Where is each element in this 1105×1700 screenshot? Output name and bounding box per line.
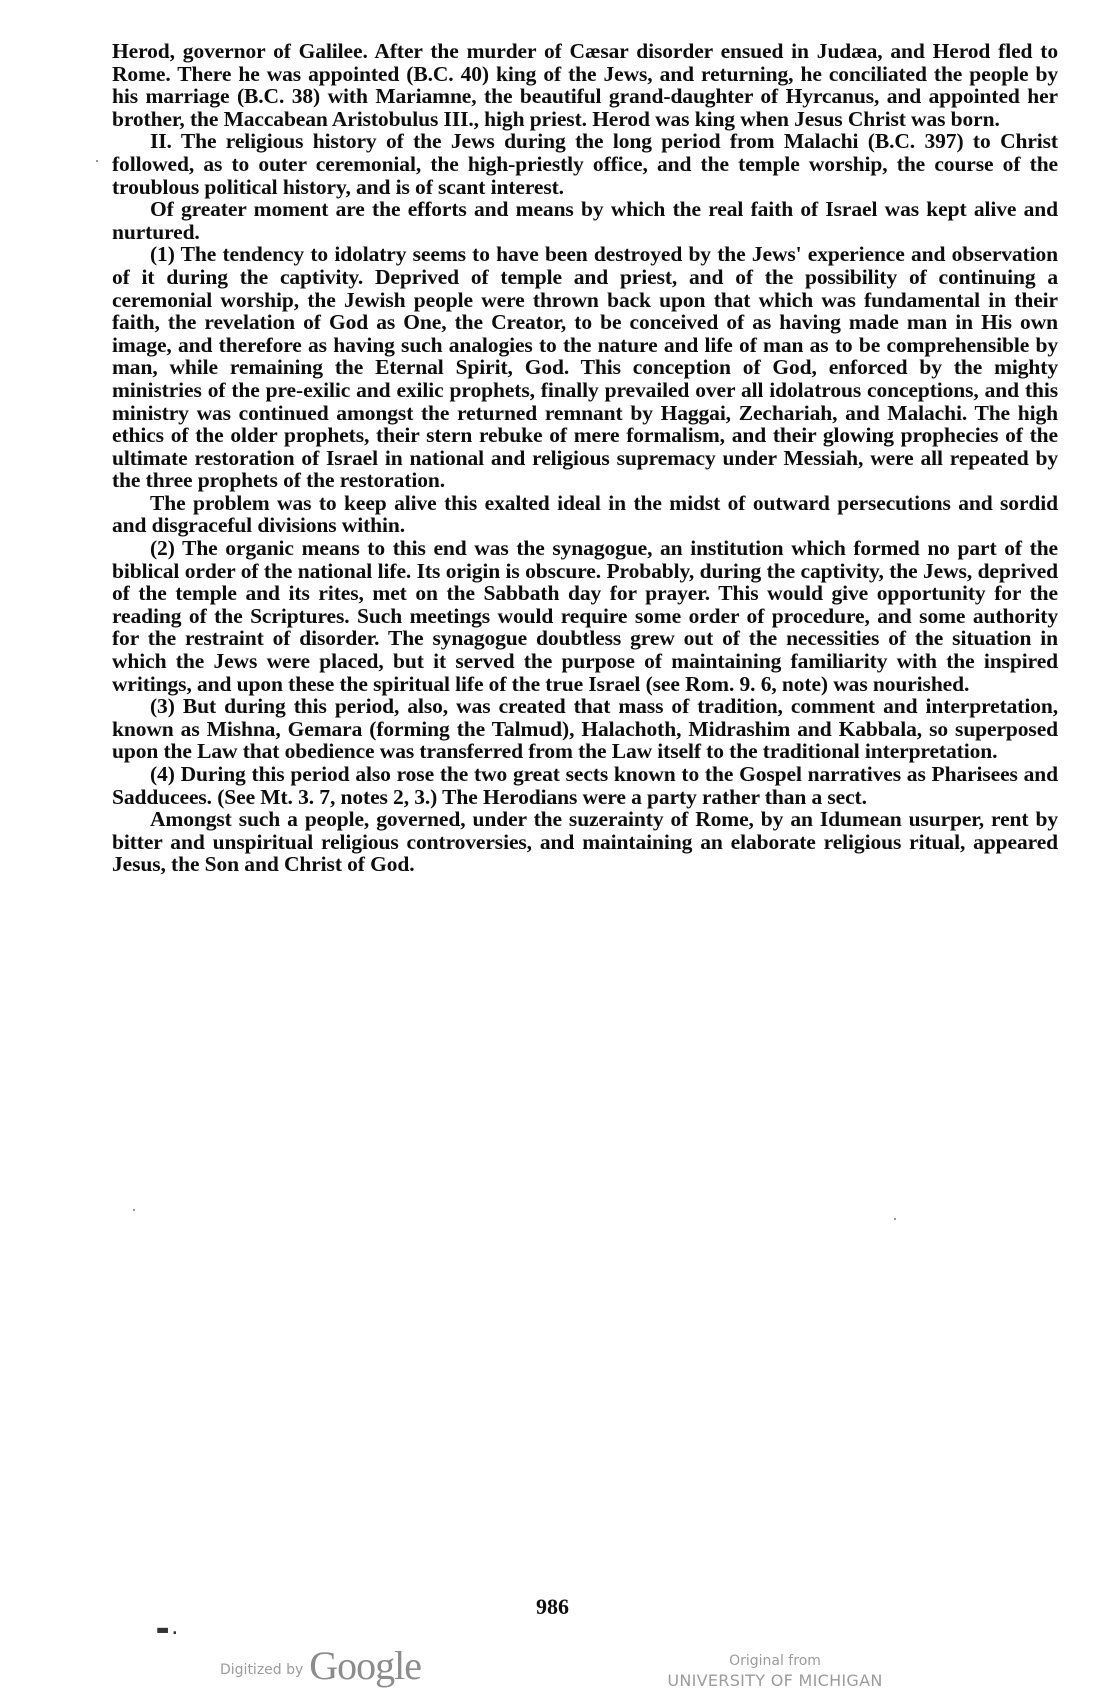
- page-number: 986: [536, 1594, 569, 1619]
- scan-speck: [133, 1209, 135, 1211]
- digitized-by-label: Digitized by: [220, 1662, 304, 1678]
- paragraph-5: The problem was to keep alive this exalted ideal in the midst of outward persecutions and sordid and disgraceful divisions within.: [112, 490, 1058, 538]
- paragraph-4: (1) The tendency to idolatry seems to have been destroyed by the Jews' experience and observation of it during the captivity. Deprived of temple and priest, and of the possibility of continuing a ceremonial worship, the Jewish people were thrown back upon that which was fundamental in their faith, the revelation of God as One, the Creator, to be conceived of as having made man in His own image, and therefore as having such analogies to the nature and life of man as to be comprehensible by man, while remaining the Eternal Spirit, God. This conception of God, enforced by the mighty ministries of the pre-exilic and exilic prophets, finally prevailed over all idolatrous conceptions, and this ministry was continued amongst the returned remnant by Haggai, Zechariah, and Malachi. The high ethics of the older prophets, their stern rebuke of mere formalism, and their glowing prophecies of the ultimate restoration of Israel in national and religious supremacy under Messiah, were all repeated by the three prophets of the restoration.: [112, 242, 1058, 493]
- digitized-by-footer: [220, 1643, 422, 1688]
- paragraph-6: (2) The organic means to this end was the synagogue, an institution which formed no part of the biblical order of the national life. Its origin is obscure. Probably, during the captivity, the Jews, deprived of the temple and its rites, met on the Sabbath day for prayer. This would give opportunity for the reading of the Scriptures. Such meetings would require some order of procedure, and some authority for the restraint of disorder. The synagogue doubtless grew out of the necessities of the situation in which the Jews were placed, but it served the purpose of maintaining familiarity with the inspired writings, and upon these the spiritual life of the true Israel (see Rom. 9. 6, note) was nourished.: [112, 536, 1058, 696]
- paragraph-3: Of greater moment are the efforts and means by which the real faith of Israel was kept alive and nurtured.: [112, 197, 1058, 244]
- original-from-footer: [660, 1651, 890, 1691]
- google-logo: Google: [309, 1643, 422, 1688]
- body-text: [112, 40, 1058, 876]
- paragraph-1: Herod, governor of Galilee. After the murder of Cæsar disorder ensued in Judæa, and Herod fled to Rome. There he was appointed (B.C. 40) king of the Jews, and returning, he conciliated the people by his marriage (B.C. 38) with Mariamne, the beautiful grand-daughter of Hyrcanus, and appointed her brother, the Maccabean Aristobulus III., high priest. Herod was king when Jesus Christ was born.: [112, 39, 1058, 131]
- scan-speck: [894, 1218, 896, 1220]
- paragraph-7: (3) But during this period, also, was created that mass of tradition, comment and interpretation, known as Mishna, Gemara (forming the Talmud), Halachoth, Midrashim and Kabbala, so superposed upon the Law that obedience was transferred from the Law itself to the traditional interpretation.: [112, 694, 1058, 764]
- paragraph-8: (4) During this period also rose the two great sects known to the Gospel narratives as Pharisees and Sadducees. (See Mt. 3. 7, notes 2, 3.) The Herodians were a party rather than a sect.: [112, 762, 1058, 809]
- scan-artifact-mark: ▬ .: [156, 1622, 177, 1638]
- paragraph-9: Amongst such a people, governed, under the suzerainty of Rome, by an Idumean usurper, rent by bitter and unspiritual religious controversies, and maintaining an elaborate religious ritual, appeared Jesus, the Son and Christ of God.: [112, 807, 1058, 877]
- institution-name: UNIVERSITY OF MICHIGAN: [667, 1671, 883, 1690]
- scan-speck: [96, 160, 98, 162]
- original-from-label: Original from: [729, 1653, 821, 1669]
- paragraph-2: II. The religious history of the Jews during the long period from Malachi (B.C. 397) to Christ followed, as to outer ceremonial, the high-priestly office, and the temple worship, the course of the troublous political history, and is of scant interest.: [112, 129, 1058, 199]
